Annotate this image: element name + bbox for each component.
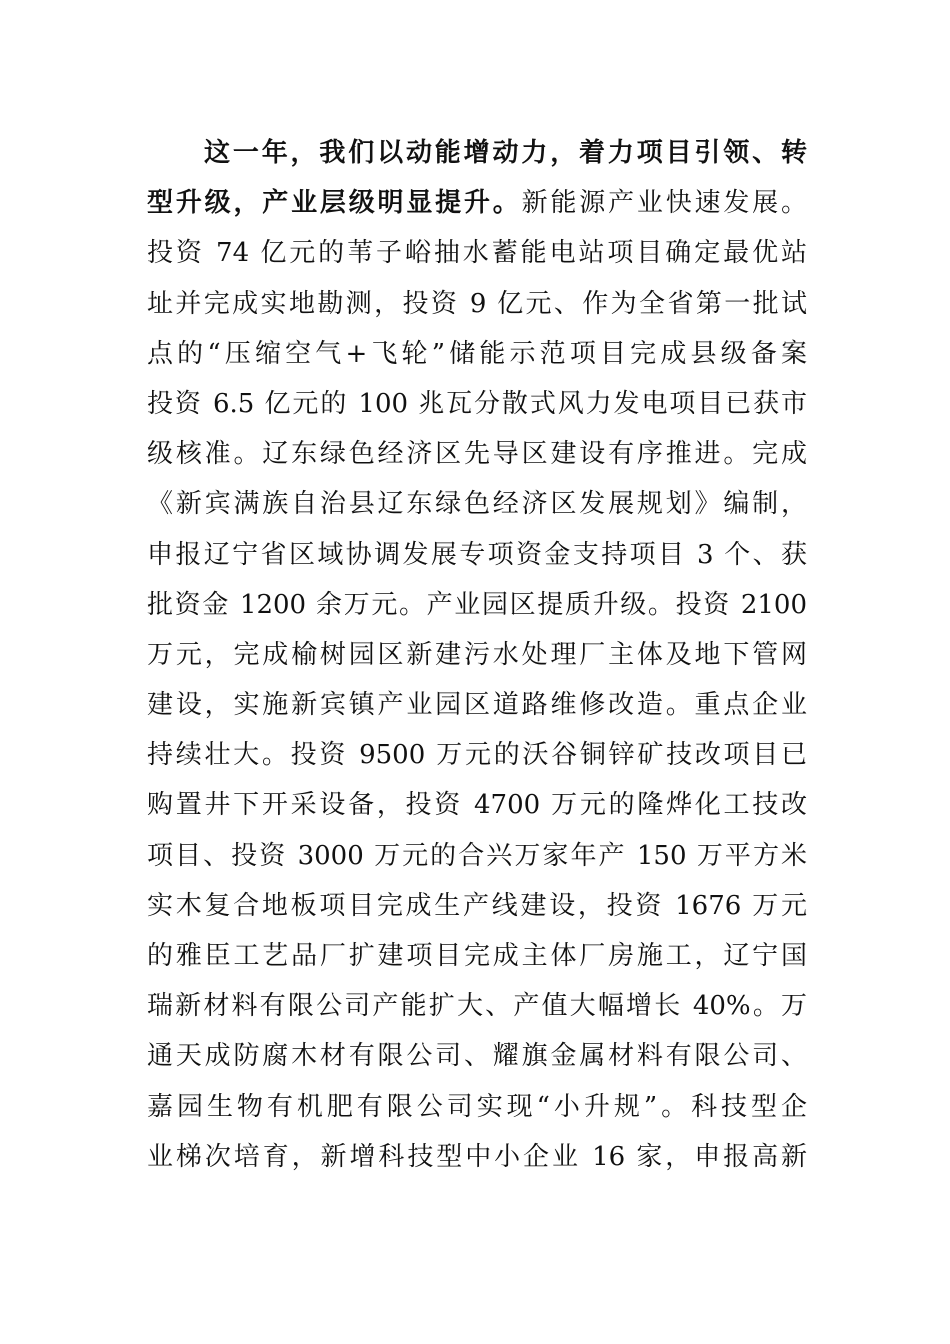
text-line: 嘉园生物有机肥有限公司实现“小升规”。科技型企 [147, 1091, 807, 1122]
body-paragraph [147, 128, 807, 1182]
text-line [147, 178, 807, 228]
text-line: 址并完成实地勘测，投资 9 亿元、作为全省第一批试 [147, 288, 807, 319]
text-line: 的雅臣工艺品厂扩建项目完成主体厂房施工，辽宁国 [147, 941, 807, 971]
text-line: 申报辽宁省区域协调发展专项资金支持项目 3 个、获 [147, 539, 807, 570]
text-line: 瑞新材料有限公司产能扩大、产值大幅增长 40%。万 [147, 991, 807, 1022]
text-line: 万元，完成榆树园区新建污水处理厂主体及地下管网 [147, 639, 807, 670]
text-span: 新能源产业快速发展。 [521, 188, 807, 219]
text-line: 通天成防腐木材有限公司、耀旗金属材料有限公司、 [147, 1041, 807, 1072]
text-line: 点的“压缩空气+飞轮”储能示范项目完成县级备案 [147, 338, 807, 369]
bold-text: 这一年，我们以动能增动力，着力项目引领、转 [204, 138, 807, 168]
text-line: 建设，实施新宾镇产业园区道路维修改造。重点企业 [147, 690, 807, 721]
text-line [147, 128, 807, 178]
text-line: 批资金 1200 余万元。产业园区提质升级。投资 2100 [147, 589, 807, 620]
text-line: 持续壮大。投资 9500 万元的沃谷铜锌矿技改项目已 [147, 740, 807, 771]
text-line: 级核准。辽东绿色经济区先导区建设有序推进。完成 [147, 439, 807, 470]
text-line: 投资 74 亿元的苇子峪抽水蓄能电站项目确定最优站 [147, 238, 807, 269]
text-line: 业梯次培育，新增科技型中小企业 16 家，申报高新 [147, 1141, 807, 1172]
bold-text: 型升级，产业层级明显提升。 [147, 188, 522, 219]
text-line: 投资 6.5 亿元的 100 兆瓦分散式风力发电项目已获市 [147, 388, 807, 419]
text-line: 实木复合地板项目完成生产线建设，投资 1676 万元 [147, 890, 807, 921]
text-line: 购置井下开采设备，投资 4700 万元的隆烨化工技改 [147, 790, 807, 821]
text-line: 项目、投资 3000 万元的合兴万家年产 150 万平方米 [147, 840, 807, 871]
text-line: 《新宾满族自治县辽东绿色经济区发展规划》编制， [147, 489, 807, 520]
